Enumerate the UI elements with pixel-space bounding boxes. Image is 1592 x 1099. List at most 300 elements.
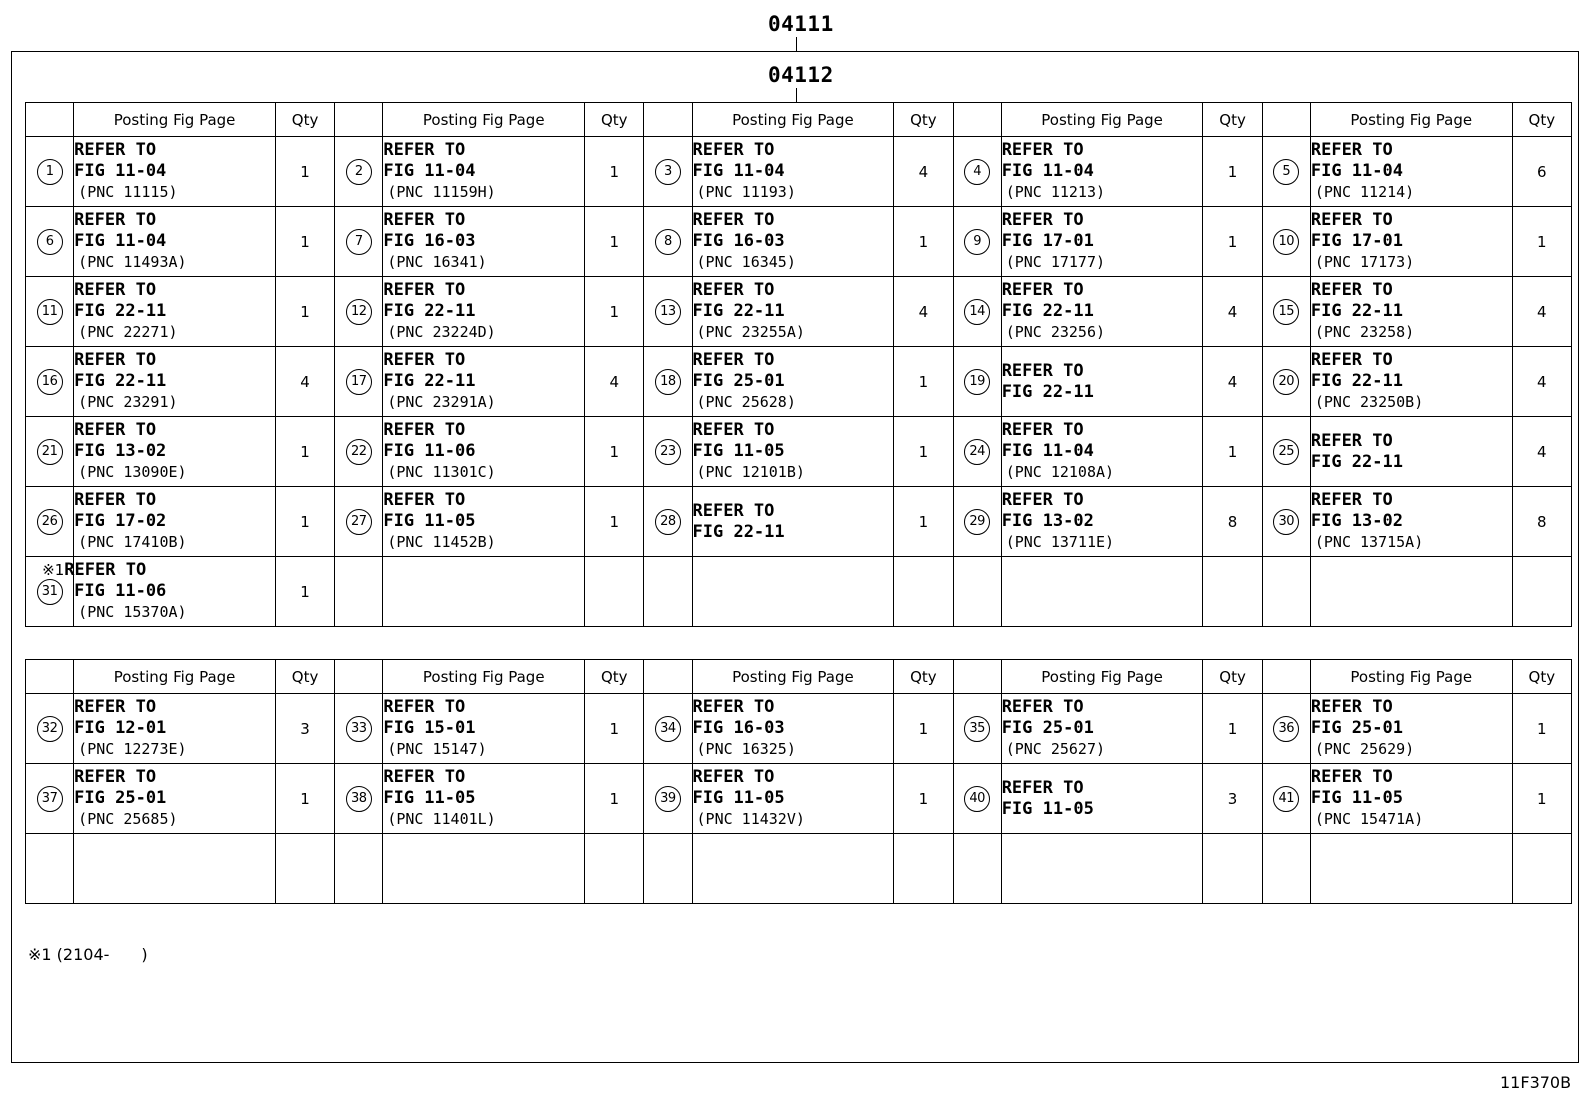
fig-reference [383, 277, 585, 347]
reference-line: FIG 11-04 [74, 231, 167, 251]
fig-reference [1310, 834, 1512, 904]
table-row [26, 764, 1572, 834]
fig-reference [74, 137, 276, 207]
item-number-cell [335, 694, 383, 764]
item-number-cell [335, 764, 383, 834]
reference-line: FIG 25-01 [1310, 718, 1403, 738]
reference-line: (PNC 17173) [1314, 253, 1415, 271]
item-number-cell [644, 417, 692, 487]
header-qty: Qty [1512, 660, 1571, 694]
reference-line: FIG 25-01 [74, 788, 167, 808]
reference-line: (PNC 17177) [1005, 253, 1106, 271]
quantity: 1 [894, 207, 953, 277]
reference-line: FIG 11-05 [383, 511, 476, 531]
fig-reference [74, 207, 276, 277]
quantity: 6 [1512, 137, 1571, 207]
item-number: 19 [964, 369, 990, 395]
reference-line: (PNC 11452B) [387, 533, 496, 551]
reference-line: (PNC 11115) [78, 183, 178, 201]
reference-line: (PNC 13090E) [78, 463, 187, 481]
reference-line: (PNC 23291) [78, 393, 178, 411]
leader-line [796, 88, 797, 102]
item-number: 10 [1273, 229, 1299, 255]
reference-line: (PNC 23224D) [387, 323, 496, 341]
header-fig-page: Posting Fig Page [383, 103, 585, 137]
fig-reference [74, 277, 276, 347]
reference-line: (PNC 11493A) [78, 253, 187, 271]
header-fig-page: Posting Fig Page [692, 103, 894, 137]
quantity: 1 [585, 487, 644, 557]
reference-line: REFER TO [692, 350, 775, 370]
item-number-cell [953, 347, 1001, 417]
reference-line: REFER TO [383, 210, 466, 230]
reference-line: FIG 17-01 [1310, 231, 1403, 251]
reference-line: FIG 17-01 [1001, 231, 1094, 251]
fig-reference [383, 487, 585, 557]
header-fig-page: Posting Fig Page [692, 660, 894, 694]
footnote: ※1 (2104- ) [28, 945, 148, 964]
item-number-cell [1262, 277, 1310, 347]
item-number: 11 [37, 299, 63, 325]
reference-line: (PNC 25628) [696, 393, 796, 411]
item-number-cell [1262, 417, 1310, 487]
quantity: 1 [894, 347, 953, 417]
reference-line: REFER TO [692, 420, 775, 440]
fig-reference [692, 487, 894, 557]
reference-line: REFER TO [383, 490, 466, 510]
item-number-cell [953, 137, 1001, 207]
item-number-cell [644, 694, 692, 764]
reference-line: (PNC 23291A) [387, 393, 496, 411]
item-number: 18 [655, 369, 681, 395]
item-number: 20 [1273, 369, 1299, 395]
quantity: 4 [1512, 417, 1571, 487]
reference-line: (PNC 23255A) [696, 323, 805, 341]
fig-reference [1001, 207, 1203, 277]
fig-reference [74, 694, 276, 764]
fig-reference [383, 557, 585, 627]
reference-line: REFER TO [1001, 210, 1084, 230]
reference-line: REFER TO [74, 697, 157, 717]
header-qty: Qty [585, 660, 644, 694]
fig-reference [1001, 487, 1203, 557]
reference-line: REFER TO [692, 500, 775, 521]
header-fig-page: Posting Fig Page [74, 660, 276, 694]
quantity: 1 [894, 487, 953, 557]
item-number-cell [26, 764, 74, 834]
reference-line: REFER TO [1001, 140, 1084, 160]
header-qty: Qty [275, 103, 334, 137]
reference-line: FIG 22-11 [74, 301, 167, 321]
item-number-cell [26, 487, 74, 557]
reference-table-1 [25, 102, 1572, 627]
item-number: 7 [346, 229, 372, 255]
fig-reference [692, 417, 894, 487]
table-row [26, 487, 1572, 557]
reference-line: REFER TO [74, 350, 157, 370]
item-number-cell [26, 834, 74, 904]
item-number: 28 [655, 509, 681, 535]
header-fig-page: Posting Fig Page [383, 660, 585, 694]
reference-line: FIG 15-01 [383, 718, 476, 738]
reference-line: FIG 13-02 [1001, 511, 1094, 531]
quantity: 1 [1203, 207, 1262, 277]
item-number: 41 [1273, 786, 1299, 812]
quantity: 1 [585, 694, 644, 764]
table-row [26, 694, 1572, 764]
reference-line: REFER TO [1310, 430, 1393, 451]
item-number-cell [26, 694, 74, 764]
note-mark: ※1 [42, 561, 65, 579]
fig-reference [383, 347, 585, 417]
fig-reference [1310, 277, 1512, 347]
quantity: 8 [1512, 487, 1571, 557]
table-row [26, 417, 1572, 487]
item-number: 1 [37, 159, 63, 185]
table-row [26, 347, 1572, 417]
reference-line: FIG 12-01 [74, 718, 167, 738]
quantity: 4 [1203, 347, 1262, 417]
item-number-cell [335, 137, 383, 207]
reference-line: REFER TO [383, 140, 466, 160]
reference-line: FIG 11-05 [1310, 788, 1403, 808]
reference-line: REFER TO [692, 767, 775, 787]
header-qty: Qty [1512, 103, 1571, 137]
fig-reference [692, 764, 894, 834]
item-number-cell [644, 764, 692, 834]
reference-line: FIG 11-04 [1001, 441, 1094, 461]
reference-line: REFER TO [74, 767, 157, 787]
header-row [26, 103, 1572, 137]
reference-line: FIG 25-01 [692, 371, 785, 391]
item-number-cell [644, 277, 692, 347]
reference-line: (PNC 11213) [1005, 183, 1106, 201]
reference-line: REFER TO [383, 280, 466, 300]
reference-line: FIG 22-11 [692, 301, 785, 321]
quantity [894, 834, 953, 904]
reference-text: REFER TO [64, 560, 147, 580]
item-number: 32 [37, 716, 63, 742]
reference-line: REFER TO [74, 140, 157, 160]
fig-reference [1310, 207, 1512, 277]
quantity: 1 [1203, 417, 1262, 487]
reference-line: (PNC 23256) [1005, 323, 1106, 341]
item-number-cell [1262, 207, 1310, 277]
header-blank [644, 103, 692, 137]
quantity: 3 [275, 694, 334, 764]
item-number: 5 [1273, 159, 1299, 185]
reference-line: REFER TO [1310, 350, 1393, 370]
reference-line: REFER TO [692, 210, 775, 230]
fig-reference [74, 487, 276, 557]
quantity: 1 [894, 764, 953, 834]
header-blank [335, 660, 383, 694]
header-qty: Qty [1203, 660, 1262, 694]
fig-reference [1001, 277, 1203, 347]
quantity: 4 [1512, 277, 1571, 347]
item-number: 9 [964, 229, 990, 255]
reference-line: (PNC 11193) [696, 183, 796, 201]
reference-line: REFER TO [383, 767, 466, 787]
reference-line: (PNC 25685) [78, 810, 178, 828]
reference-line: (PNC 16341) [387, 253, 487, 271]
quantity: 1 [1512, 694, 1571, 764]
reference-line: FIG 22-11 [74, 371, 167, 391]
quantity: 8 [1203, 487, 1262, 557]
quantity [275, 834, 334, 904]
header-blank [1262, 660, 1310, 694]
fig-reference [692, 557, 894, 627]
reference-line: FIG 17-02 [74, 511, 167, 531]
quantity [1203, 834, 1262, 904]
quantity: 1 [585, 277, 644, 347]
quantity [585, 557, 644, 627]
reference-line: (PNC 23258) [1314, 323, 1415, 341]
header-qty: Qty [275, 660, 334, 694]
item-number-cell [953, 557, 1001, 627]
quantity [1512, 834, 1571, 904]
fig-reference [74, 347, 276, 417]
item-number: 37 [37, 786, 63, 812]
fig-reference [692, 694, 894, 764]
header-blank [953, 660, 1001, 694]
item-number: 26 [37, 509, 63, 535]
header-blank [1262, 103, 1310, 137]
reference-line: FIG 16-03 [692, 718, 785, 738]
quantity [1512, 557, 1571, 627]
subassembly-code: 04112 [768, 63, 834, 87]
item-number-cell [335, 487, 383, 557]
item-number-cell [335, 834, 383, 904]
item-number: 21 [37, 439, 63, 465]
fig-reference [383, 207, 585, 277]
item-number: 14 [964, 299, 990, 325]
reference-line: FIG 13-02 [74, 441, 167, 461]
reference-line: FIG 11-04 [383, 161, 476, 181]
reference-line: FIG 16-03 [383, 231, 476, 251]
reference-line: (PNC 12273E) [78, 740, 187, 758]
item-number-cell [26, 207, 74, 277]
fig-reference [1001, 137, 1203, 207]
fig-reference [383, 764, 585, 834]
quantity [894, 557, 953, 627]
fig-reference [692, 137, 894, 207]
fig-reference [1310, 417, 1512, 487]
reference-line: (PNC 13711E) [1005, 533, 1115, 551]
quantity: 1 [894, 694, 953, 764]
reference-line: REFER TO [74, 210, 157, 230]
reference-line: REFER TO [692, 140, 775, 160]
reference-line: (PNC 17410B) [78, 533, 187, 551]
item-number: 36 [1273, 716, 1299, 742]
item-number-cell [644, 347, 692, 417]
reference-line: FIG 22-11 [1001, 301, 1094, 321]
reference-line: REFER TO [1310, 210, 1393, 230]
header-blank [335, 103, 383, 137]
fig-reference [1310, 347, 1512, 417]
item-number: 23 [655, 439, 681, 465]
item-number: 29 [964, 509, 990, 535]
reference-line: REFER TO [74, 280, 157, 300]
reference-line: REFER TO [1001, 280, 1084, 300]
reference-line: (PNC 16325) [696, 740, 796, 758]
item-number-cell [644, 834, 692, 904]
reference-line: FIG 22-11 [1310, 371, 1403, 391]
fig-reference [1310, 487, 1512, 557]
item-number: 22 [346, 439, 372, 465]
quantity: 4 [1512, 347, 1571, 417]
reference-line: (PNC 12108A) [1005, 463, 1115, 481]
fig-reference [383, 137, 585, 207]
header-blank [26, 103, 74, 137]
item-number-cell [335, 207, 383, 277]
reference-line: (PNC 15147) [387, 740, 487, 758]
reference-line: FIG 22-11 [383, 371, 476, 391]
quantity: 4 [1203, 277, 1262, 347]
header-blank [26, 660, 74, 694]
reference-line: FIG 25-01 [1001, 718, 1094, 738]
reference-line: FIG 11-05 [692, 441, 785, 461]
header-fig-page: Posting Fig Page [1310, 103, 1512, 137]
fig-reference [1001, 417, 1203, 487]
reference-line: REFER TO [1310, 140, 1393, 160]
item-number: 17 [346, 369, 372, 395]
item-number: 6 [37, 229, 63, 255]
quantity: 1 [1512, 207, 1571, 277]
quantity: 4 [894, 277, 953, 347]
figure-id: 11F370B [1500, 1073, 1572, 1092]
reference-line: REFER TO [74, 420, 157, 440]
item-number: 25 [1273, 439, 1299, 465]
reference-line: (PNC 11214) [1314, 183, 1415, 201]
reference-line: REFER TO [1001, 697, 1084, 717]
quantity: 3 [1203, 764, 1262, 834]
reference-line: FIG 11-05 [383, 788, 476, 808]
fig-reference [74, 417, 276, 487]
item-number: 38 [346, 786, 372, 812]
table-row [26, 207, 1572, 277]
item-number: 30 [1273, 509, 1299, 535]
reference-line: (PNC 12101B) [696, 463, 805, 481]
reference-table-2 [25, 659, 1572, 904]
item-number: 8 [655, 229, 681, 255]
reference-line: REFER TO [1001, 777, 1084, 798]
item-number-cell [1262, 137, 1310, 207]
quantity: 4 [894, 137, 953, 207]
quantity: 1 [1203, 137, 1262, 207]
reference-line: FIG 13-02 [1310, 511, 1403, 531]
reference-line: (PNC 11401L) [387, 810, 496, 828]
quantity [585, 834, 644, 904]
fig-reference [1001, 764, 1203, 834]
item-number-cell [1262, 557, 1310, 627]
header-fig-page: Posting Fig Page [1001, 660, 1203, 694]
fig-reference [1001, 557, 1203, 627]
quantity: 1 [585, 417, 644, 487]
reference-line: (PNC 11301C) [387, 463, 496, 481]
item-number: 2 [346, 159, 372, 185]
reference-line: FIG 11-05 [692, 788, 785, 808]
item-number-cell [1262, 764, 1310, 834]
quantity: 1 [1203, 694, 1262, 764]
item-number: 33 [346, 716, 372, 742]
fig-reference [383, 694, 585, 764]
reference-line: FIG 11-05 [1001, 798, 1094, 819]
item-number: 39 [655, 786, 681, 812]
quantity: 4 [585, 347, 644, 417]
reference-line: REFER TO [383, 697, 466, 717]
item-number-cell [644, 137, 692, 207]
fig-reference [383, 417, 585, 487]
item-number: 16 [37, 369, 63, 395]
reference-line: REFER TO [692, 280, 775, 300]
reference-line: (PNC 15471A) [1314, 810, 1424, 828]
fig-reference [74, 834, 276, 904]
reference-line: FIG 11-04 [1310, 161, 1403, 181]
quantity: 1 [275, 557, 334, 627]
reference-line: FIG 22-11 [1001, 381, 1094, 402]
item-number: 24 [964, 439, 990, 465]
reference-line: REFER TO [1310, 767, 1393, 787]
header-fig-page: Posting Fig Page [74, 103, 276, 137]
item-number-cell [953, 487, 1001, 557]
item-number-cell [953, 277, 1001, 347]
item-number-cell [335, 347, 383, 417]
reference-line: FIG 11-04 [1001, 161, 1094, 181]
item-number-cell [644, 557, 692, 627]
header-qty: Qty [1203, 103, 1262, 137]
reference-line: (PNC 11159H) [387, 183, 496, 201]
item-number-cell [335, 417, 383, 487]
item-number-cell [953, 417, 1001, 487]
fig-reference [692, 277, 894, 347]
fig-reference [1310, 557, 1512, 627]
reference-line: FIG 22-11 [692, 521, 785, 542]
item-number-cell [644, 487, 692, 557]
quantity: 1 [275, 137, 334, 207]
reference-line: FIG 11-06 [383, 441, 476, 461]
reference-line: REFER TO [383, 350, 466, 370]
item-number-cell [1262, 487, 1310, 557]
item-number: 31 [37, 579, 63, 605]
reference-line: REFER TO [383, 420, 466, 440]
fig-reference [692, 347, 894, 417]
reference-line: FIG 16-03 [692, 231, 785, 251]
reference-line: (PNC 25629) [1314, 740, 1415, 758]
item-number: 40 [964, 786, 990, 812]
fig-reference [1001, 834, 1203, 904]
reference-line: FIG 22-11 [383, 301, 476, 321]
item-number: 15 [1273, 299, 1299, 325]
table-row [26, 137, 1572, 207]
quantity: 1 [275, 487, 334, 557]
header-blank [644, 660, 692, 694]
item-number-cell [26, 137, 74, 207]
item-number-cell [1262, 347, 1310, 417]
fig-reference [1310, 137, 1512, 207]
quantity: 1 [275, 764, 334, 834]
header-fig-page: Posting Fig Page [1310, 660, 1512, 694]
table-row [26, 557, 1572, 627]
header-qty: Qty [894, 660, 953, 694]
quantity: 1 [275, 277, 334, 347]
item-number-cell [1262, 694, 1310, 764]
quantity: 1 [1512, 764, 1571, 834]
item-number: 4 [964, 159, 990, 185]
fig-reference [692, 207, 894, 277]
reference-line: FIG 22-11 [1310, 301, 1403, 321]
item-number: 27 [346, 509, 372, 535]
